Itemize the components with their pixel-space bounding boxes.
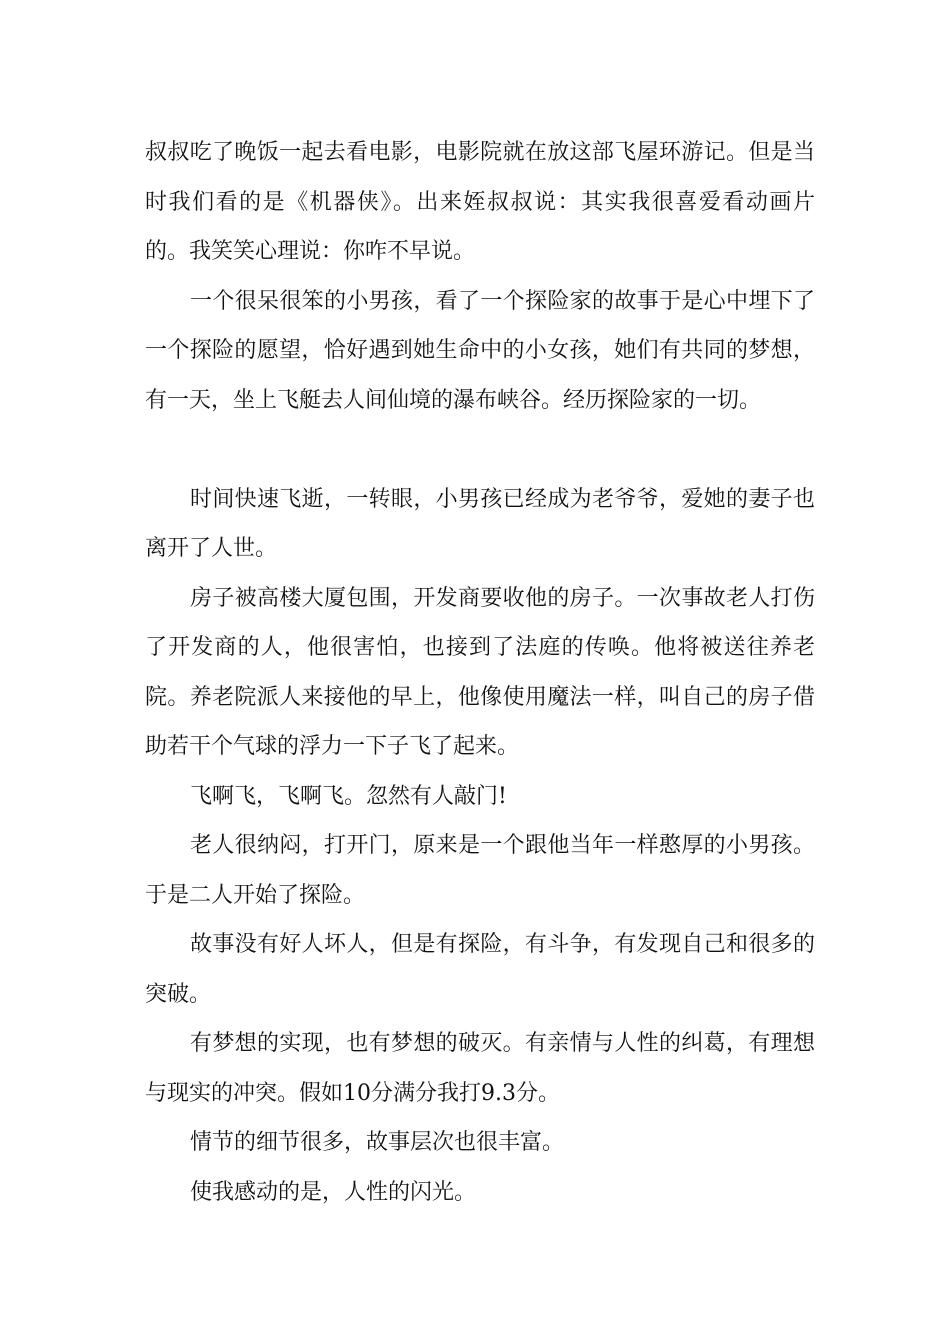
paragraph-gap [145,425,815,475]
paragraph-3: 时间快速飞逝，一转眼，小男孩已经成为老爷爷，爱她的妻子也离开了人世。 [145,486,815,561]
paragraph-7: 故事没有好人坏人，但是有探险，有斗争，有发现自己和很多的突破。 [145,932,815,1007]
paragraph-8: 有梦想的实现，也有梦想的破灭。有亲情与人性的纠葛，有理想与现实的冲突。假如10分满分我打9.3分。 [145,1031,815,1106]
paragraph-9: 情节的细节很多，故事层次也很丰富。 [190,1130,565,1155]
paragraph-5: 飞啊飞，飞啊飞。忽然有人敲门! [190,783,507,809]
paragraph-6: 老人很纳闷，打开门，原来是一个跟他当年一样憨厚的小男孩。于是二人开始了探险。 [145,833,815,908]
paragraph-10: 使我感动的是，人性的闪光。 [190,1179,477,1205]
document-body [145,128,815,1217]
paragraph-1: 叔叔吃了晚饭一起去看电影，电影院就在放这部飞屋环游记。但是当时我们看的是《机器侠》。出来姪叔叔说：其实我很喜爱看动画片的。我笑笑心理说：你咋不早说。 [145,140,815,264]
paragraph-2: 一个很呆很笨的小男孩，看了一个探险家的故事于是心中埋下了一个探险的愿望，恰好遇到她生命中的小女孩，她们有共同的梦想，有一天，坐上飞艇去人间仙境的瀑布峡谷。经历探险家的一切。 [145,288,815,413]
paragraph-4: 房子被高楼大厦包围，开发商要收他的房子。一次事故老人打伤了开发商的人，他很害怕，也接到了法庭的传唤。他将被送往养老院。养老院派人来接他的早上，他像使用魔法一样，叫自己的房子借助若干个气球的浮力一下子飞了起来。 [145,585,815,759]
